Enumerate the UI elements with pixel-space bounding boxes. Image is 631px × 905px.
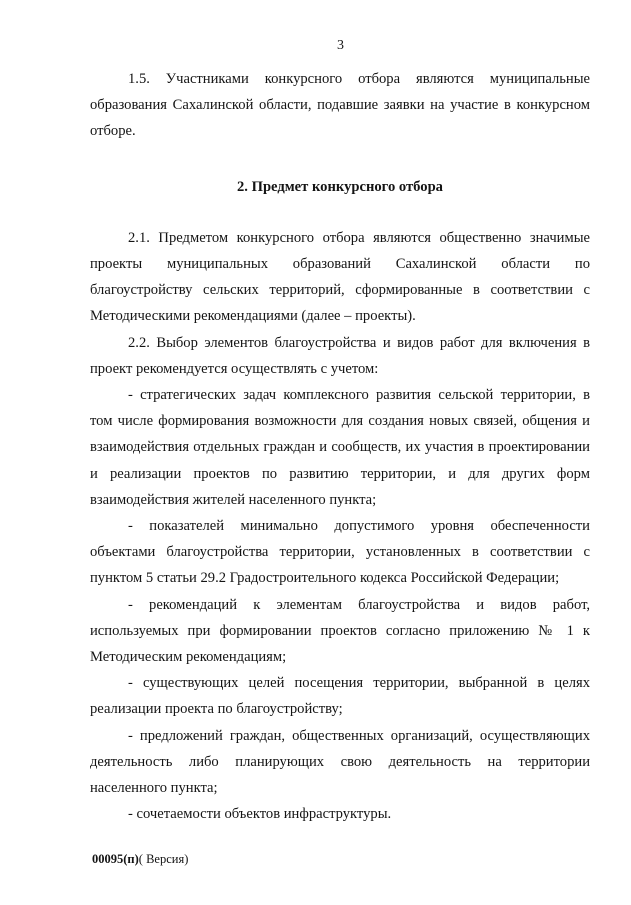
list-item: - стратегических задач комплексного развития сельской территории, в том числе формирования возможности для создания новых связей, общения и взаимодействия отдельных граждан и сообществ, их участия в проектировании и реализации проектов по развитию территории, и для других форм взаимодействия жителей населенного пункта; [90,387,590,508]
section-heading: 2. Предмет конкурсного отбора [237,178,443,195]
document-code: 00095(п) [92,852,139,866]
paragraph-2-1: 2.1. Предметом конкурсного отбора являются общественно значимые проекты муниципальных образований Сахалинской области по благоустройству сельских территорий, сформированные в соответствии с Методическими рекомендациями (далее – проекты). [90,229,590,325]
list-item: - существующих целей посещения территории, выбранной в целях реализации проекта по благоустройству; [90,675,590,718]
list-item: - сочетаемости объектов инфраструктуры. [128,806,392,823]
list-item: - предложений граждан, общественных организаций, осуществляющих деятельность либо планирующих свою деятельность на территории населенного пункта; [90,727,590,797]
list-item: - показателей минимально допустимого уровня обеспеченности объектами благоустройства территории, установленных в соответствии с пунктом 5 статьи 29.2 Градостроительного кодекса Российской Федерации; [90,518,590,587]
page-number: 3 [337,38,344,53]
document-footer [92,852,188,867]
document-body [90,66,590,827]
document-version: ( Версия) [138,852,189,866]
paragraph-2-2: 2.2. Выбор элементов благоустройства и видов работ для включения в проект рекомендуется осуществлять с учетом: [90,334,590,377]
paragraph-1-5: 1.5. Участниками конкурсного отбора являются муниципальные образования Сахалинской области, подавшие заявки на участие в конкурсном отборе. [90,71,590,140]
list-item: - рекомендаций к элементам благоустройства и видов работ, используемых при формировании проектов согласно приложению № 1 к Методическим рекомендациям; [90,596,590,666]
